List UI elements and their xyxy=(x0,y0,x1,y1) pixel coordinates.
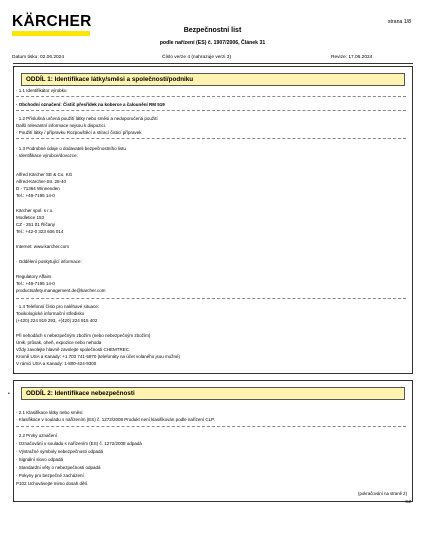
header-divider xyxy=(13,63,413,64)
s1-line: Při nehodách s nebezpečným zbožím (nebo nebezpečným zbožím) xyxy=(16,333,151,338)
divider xyxy=(16,138,406,139)
divider xyxy=(16,298,406,299)
s2-line: · Signální slovo odpadá xyxy=(16,457,64,462)
s1-line: · Obchodní označení: Čistič přesřídek na koberce a čalounění RM 519 xyxy=(16,102,165,107)
divider xyxy=(16,110,406,111)
section-1-panel xyxy=(13,66,413,374)
s1-line: Internet: www.karcher.com xyxy=(16,244,70,249)
s1-line: · Oddělení poskytující informace: xyxy=(16,259,82,264)
s2-line: · Standardní věty o nebezpečnosti odpadá xyxy=(16,465,101,470)
s1-line: Modletice 153 xyxy=(16,215,45,220)
s2-line: · Klasifikace v souladu s nařízením (ES) č. 1272/2008 Produkt není klasifikován podle nařízení CLP. xyxy=(16,417,215,422)
s1-line: · 1.4 Telefonní číslo pro naléhavé situace: xyxy=(16,304,99,309)
section-1-heading: ODDÍL 1: Identifikace látky/směsi a společnosti/podniku xyxy=(21,73,405,86)
s1-line: productsafety.management.de@karcher.com xyxy=(16,288,106,293)
document-subtitle: podle nařízení (ES) č. 1907/2006, Článek 31 xyxy=(159,40,266,46)
revision-date: Revize: 17.06.2024 xyxy=(331,55,373,60)
s1-line: D - 71364 Winnenden xyxy=(16,186,60,191)
s1-line: CZ - 251 01 Říčany xyxy=(16,222,56,227)
print-date: Datum tisku: 02.06.2024 xyxy=(12,55,64,60)
s2-line: P102 Uchovávejte mimo dosah dětí. xyxy=(16,481,89,486)
margin-mark: • xyxy=(8,391,10,397)
divider xyxy=(16,426,406,427)
s1-line: · Identifikace výrobce/dovozce: xyxy=(16,153,78,158)
s1-line: Regulatory Affairs xyxy=(16,274,52,279)
s1-line: Kromě USA a Kanady: +1 703 741-5970 (telefonáty na účet volaného jsou možné) xyxy=(16,354,180,359)
divider xyxy=(16,96,406,97)
s1-line: Tel.: +49-7195 14-0 xyxy=(16,193,55,198)
s1-line: Tel.: +42-0 323 606 014 xyxy=(16,229,64,234)
s1-line: V rámci USA a Kanady: 1-800-424-9300 xyxy=(16,361,97,366)
s2-line: · Pokyny pro bezpečné zacházení xyxy=(16,473,84,478)
s1-line: Toxikologické informační středisko xyxy=(16,311,85,316)
brand-wordmark: KÄRCHER xyxy=(12,13,92,30)
s1-line: · 1.3 Podrobné údaje o dodavateli bezpečnostního listu xyxy=(16,146,126,151)
document-title: Bezpečnostní list xyxy=(183,27,242,34)
page-number: strana 1/8 xyxy=(387,19,411,25)
s1-line: Tel.: +49-7195 14-0 xyxy=(16,281,55,286)
continued-note: (pokračování na straně 2) xyxy=(358,491,407,496)
s1-line: Alfred Kärcher SE & Co. KG xyxy=(16,172,73,177)
s2-line: · Výstražné symboly nebezpečnosti odpadá xyxy=(16,449,104,454)
s2-line: · Označování v souladu s nařízením (ES) č. 1272/2008 odpadá xyxy=(16,441,142,446)
version-number: Číslo verze 4 (nahrazuje verzi 3) xyxy=(162,55,232,60)
s1-line: Únik, průsak, oheň, expozice nebo nehoda xyxy=(16,340,102,345)
s1-line: · 1.2 Příslušná určená použití látky nebo směsi a nedoporučená použití xyxy=(16,116,158,121)
s2-line: · 2.1 Klasifikace látky nebo směsi xyxy=(16,410,83,415)
s1-line: Kärcher spol. s r.o. xyxy=(16,208,54,213)
s1-line: Další relevantní informace nejsou k dispozici. xyxy=(16,123,107,128)
s1-line: Alfred-Kärcher-Str. 28-40 xyxy=(16,179,67,184)
s1-line: · 1.1 Identifikátor výrobku xyxy=(16,88,67,93)
section-2-heading: ODDÍL 2: Identifikace nebezpečnosti xyxy=(21,387,405,400)
s1-line: Vždy zavolejte hlavně zavolejte společnosti CHEMTREC. xyxy=(16,347,131,352)
country-code: CZ xyxy=(405,499,411,504)
s2-line: · 2.2 Prvky označení xyxy=(16,433,58,438)
s1-line: · Použití látky / přípravku Rozpouštěcí a stírací čisticí přípravek xyxy=(16,130,142,135)
s1-line: (+420) 224 919 293, +(420) 224 915 402 xyxy=(16,318,98,323)
